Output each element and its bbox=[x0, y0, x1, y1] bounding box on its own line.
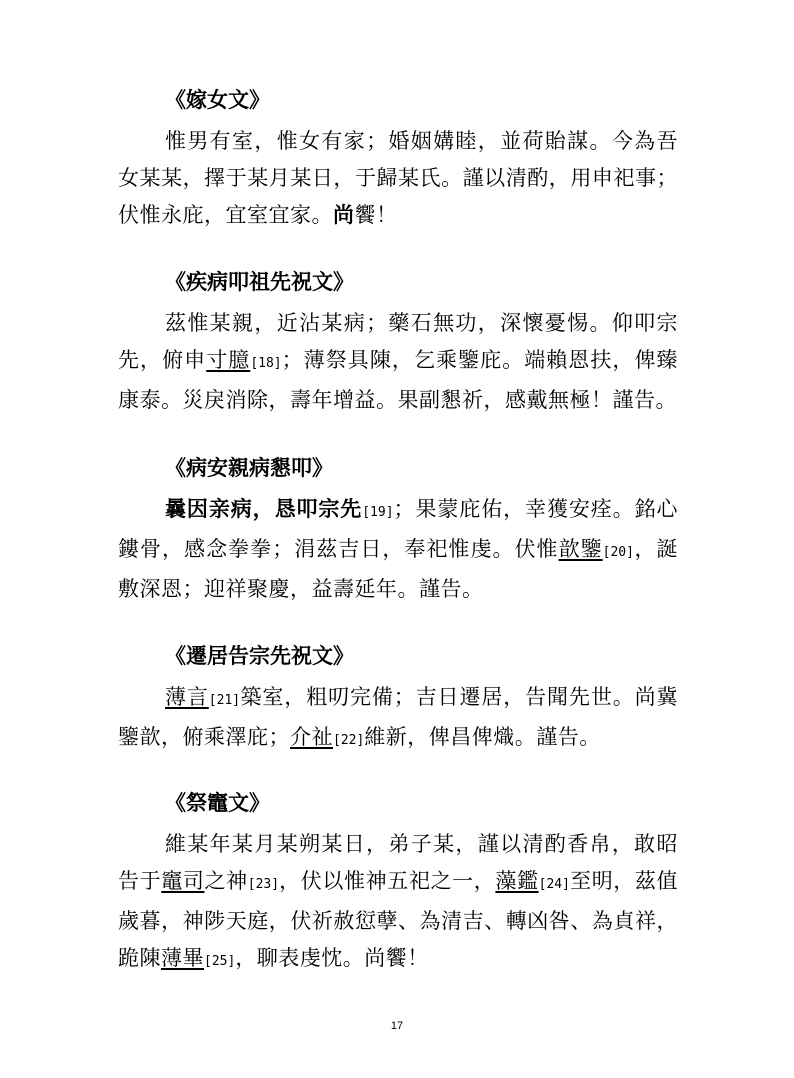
underlined-term: 薄言 bbox=[165, 685, 209, 709]
bold-text-run: 尚 bbox=[333, 203, 355, 227]
section-title: 《嫁女文》 bbox=[165, 88, 270, 112]
text-run: 饗！ bbox=[354, 203, 398, 227]
section-body bbox=[118, 123, 678, 234]
section-body bbox=[118, 679, 678, 759]
section-title: 《病安親病懇叩》 bbox=[165, 456, 333, 480]
underlined-term: 歆鑒 bbox=[558, 537, 603, 561]
section-title: 《疾病叩祖先祝文》 bbox=[165, 270, 354, 294]
section-kitchen-god-prayer bbox=[118, 789, 678, 980]
footnote-ref: [25] bbox=[204, 954, 236, 969]
footnote-ref: [23] bbox=[247, 877, 280, 892]
footnote-ref: [24] bbox=[538, 877, 570, 892]
section-title: 《遷居告宗先祝文》 bbox=[165, 644, 354, 668]
text-run: 茲惟某親，近沾某病；藥石無功，深懷憂惕。仰叩宗先，俯申 bbox=[118, 311, 678, 372]
page-number: 17 bbox=[390, 1020, 404, 1032]
text-run: 築室，粗叨完備；吉日遷居，告聞先世。尚冀鑒歆，俯乘澤庇； bbox=[118, 685, 679, 749]
underlined-term: 介祉 bbox=[290, 725, 333, 749]
text-run: 之神 bbox=[204, 869, 248, 893]
section-moving-prayer bbox=[118, 642, 678, 759]
section-recovery-prayer bbox=[118, 454, 678, 608]
footnote-ref: [20] bbox=[602, 545, 634, 560]
section-body bbox=[118, 826, 678, 980]
text-run: ，聊表虔忱。尚饗！ bbox=[235, 946, 429, 970]
section-illness-prayer bbox=[118, 268, 678, 419]
text-run: ；薄祭具陳，乞乘鑒庇。端賴恩扶，俾臻康泰。災戾消除，壽年增益。果副懇祈，感戴無極！謹告。 bbox=[118, 348, 679, 412]
text-run: ，誕敷深恩；迎祥聚慶，益壽延年。謹告。 bbox=[118, 537, 679, 601]
section-marriage-prayer bbox=[118, 86, 678, 234]
text-run: ；果蒙庇佑，幸獲安痊。銘心鏤骨，感念拳拳；涓茲吉日，奉祀惟虔。伏惟 bbox=[118, 497, 679, 561]
section-title: 《祭竈文》 bbox=[165, 791, 270, 815]
bold-text-run: 曩因亲病，恳叩宗先 bbox=[165, 497, 363, 521]
footnote-ref: [18] bbox=[250, 356, 282, 371]
footnote-ref: [22] bbox=[333, 733, 365, 748]
text-run: ，伏以惟神五祀之一， bbox=[279, 869, 496, 893]
underlined-term: 竈司 bbox=[161, 869, 205, 893]
text-run: 維某年某月某朔某日，弟子某，謹以清酌香帛，敢昭告于 bbox=[118, 832, 678, 893]
text-run: 維新，俾昌俾熾。謹告。 bbox=[364, 725, 601, 749]
text-run: 至明，茲值歲暮，神陟天庭，伏祈赦愆孽、為清吉、轉凶咎、為貞祥，跪陳 bbox=[118, 869, 679, 970]
underlined-term: 藻鑑 bbox=[495, 869, 539, 893]
section-body bbox=[118, 491, 678, 608]
underlined-term: 寸臆 bbox=[206, 348, 251, 372]
footnote-ref: [19] bbox=[362, 505, 394, 520]
text-run: 惟男有室，惟女有家；婚姻媾睦，並荷貽謀。今為吾女某某，擇于某月某日，于歸某氏。謹以清酌，用申祀事；伏惟永庇，宜室宜家。 bbox=[118, 129, 678, 227]
underlined-term: 薄畢 bbox=[161, 946, 204, 970]
footnote-ref: [21] bbox=[208, 693, 241, 708]
section-body bbox=[118, 305, 678, 419]
